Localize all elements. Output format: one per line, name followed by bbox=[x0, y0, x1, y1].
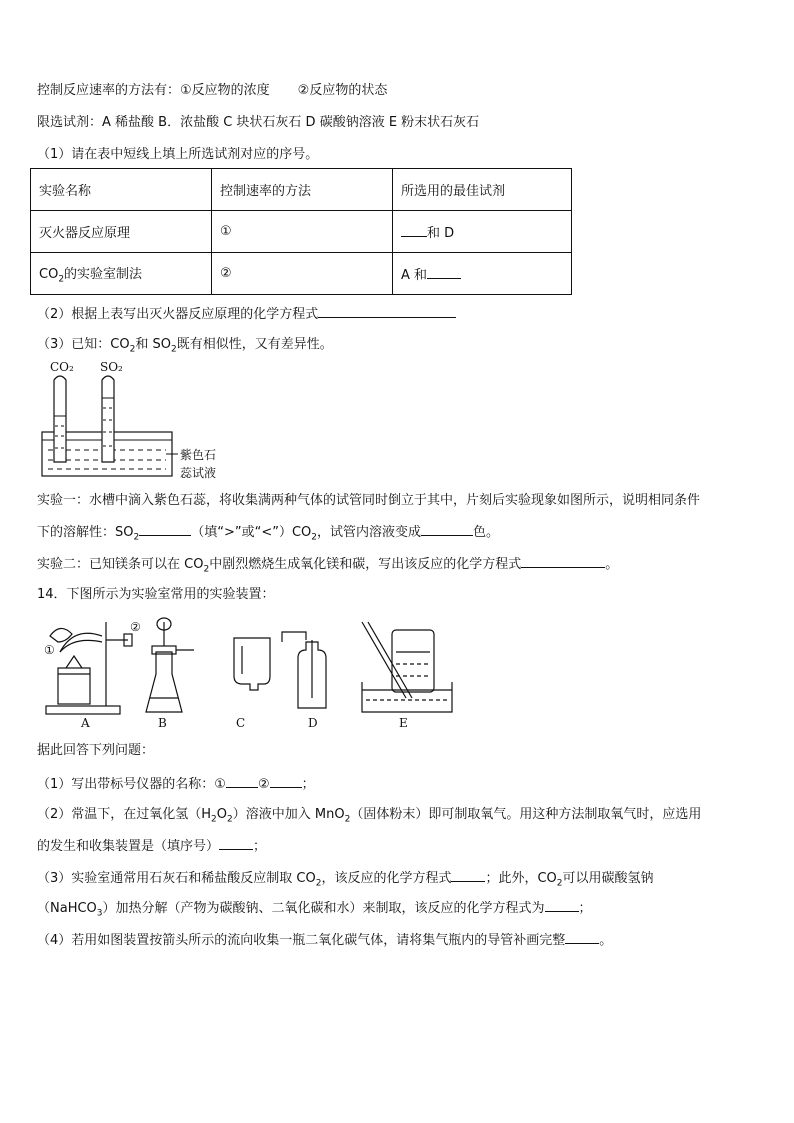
table-cell: ② bbox=[212, 253, 393, 295]
methods-line bbox=[37, 82, 387, 100]
so2-label: SO₂ bbox=[100, 360, 123, 374]
answer-blank[interactable] bbox=[270, 774, 302, 788]
table-row bbox=[31, 211, 572, 253]
q3-line bbox=[37, 336, 333, 359]
p3-text-line2-c: ； bbox=[578, 901, 592, 916]
header-cell: 控制速率的方法 bbox=[212, 169, 393, 211]
subscript: 2 bbox=[129, 344, 136, 355]
p4-text-b: 。 bbox=[599, 933, 613, 948]
table-row bbox=[31, 253, 572, 295]
reagent-prefix: A 和 bbox=[401, 268, 428, 283]
subscript: 2 bbox=[315, 878, 322, 889]
table-header-row bbox=[31, 169, 572, 211]
p2-text-c: ）溶液中加入 MnO bbox=[232, 807, 345, 822]
label-c: C bbox=[236, 716, 246, 730]
exp1-text-a: 下的溶解性：SO bbox=[37, 525, 134, 540]
exp1-line1: 实验一：水槽中滴入紫色石蕊，将收集满两种气体的试管同时倒立于其中，片刻后实验现象如图所示，说明相同条件 bbox=[37, 493, 701, 508]
table-cell: 灭火器反应原理 bbox=[31, 211, 212, 253]
subscript: 2 bbox=[203, 564, 210, 575]
marker-2: ② bbox=[130, 620, 141, 634]
apparatus-c bbox=[234, 638, 270, 690]
p2-line2 bbox=[37, 836, 266, 856]
p1-text-c: ； bbox=[301, 777, 315, 792]
marker-1: ① bbox=[44, 643, 55, 657]
q3-suffix: 既有相似性，又有差异性。 bbox=[176, 337, 333, 352]
answer-blank[interactable] bbox=[318, 304, 456, 318]
subscript: 2 bbox=[227, 814, 233, 825]
co2-tube bbox=[54, 376, 66, 462]
q2-line bbox=[37, 304, 456, 324]
exp1-text-d: 色。 bbox=[473, 525, 500, 540]
table-cell: ① bbox=[212, 211, 393, 253]
exp1-line2 bbox=[37, 522, 499, 547]
p3-text-b: ，该反应的化学方程式 bbox=[321, 871, 452, 886]
label-a: A bbox=[81, 716, 90, 730]
answer-blank[interactable] bbox=[219, 836, 253, 850]
reagent-suffix: 和 D bbox=[427, 226, 455, 241]
answer-blank[interactable] bbox=[226, 774, 258, 788]
q3-mid: 和 SO bbox=[135, 337, 171, 352]
p1-text-a: （1）写出带标号仪器的名称：① bbox=[37, 777, 226, 792]
p3-text-line2-a: （NaHCO bbox=[37, 901, 97, 916]
answer-blank[interactable] bbox=[451, 868, 485, 882]
answer-blank[interactable] bbox=[401, 223, 427, 237]
exp1-text-c: ，试管内溶液变成 bbox=[317, 525, 422, 540]
header-cell: 实验名称 bbox=[31, 169, 212, 211]
subscript: 2 bbox=[58, 274, 65, 285]
table-cell bbox=[31, 253, 212, 295]
answer-blank[interactable] bbox=[139, 522, 191, 536]
apparatus-d bbox=[282, 632, 326, 708]
method-1: ①反应物的浓度 bbox=[180, 83, 270, 98]
p3-text-line2-b: ）加热分解（产物为碳酸钠、二氧化碳和水）来制取，该反应的化学方程式为 bbox=[102, 901, 545, 916]
apparatus-a bbox=[46, 622, 132, 714]
subscript: 2 bbox=[556, 878, 563, 889]
p2-text-end: ； bbox=[253, 839, 267, 854]
p2-line1 bbox=[37, 806, 701, 829]
table-cell bbox=[393, 211, 572, 253]
litmus-label-2: 蕊试液 bbox=[180, 466, 217, 480]
exp2-line bbox=[37, 554, 618, 579]
answer-blank[interactable] bbox=[427, 265, 461, 279]
litmus-label-1: 紫色石 bbox=[180, 448, 217, 462]
co2-text: CO bbox=[39, 266, 59, 282]
p4-text-a: （4）若用如图装置按箭头所示的流向收集一瓶二氧化碳气体，请将集气瓶内的导管补画完整 bbox=[37, 933, 566, 948]
exp2-text-c: 。 bbox=[605, 557, 619, 572]
p3-text-c: ；此外，CO bbox=[485, 871, 557, 886]
p4-line bbox=[37, 930, 612, 950]
exp2-text-b: 中剧烈燃烧生成氧化镁和碳，写出该反应的化学方程式 bbox=[209, 557, 522, 572]
p3-line1 bbox=[37, 868, 654, 893]
answer-blank[interactable] bbox=[565, 930, 599, 944]
exp1-text-b: （填“>”或“<”）CO bbox=[191, 525, 312, 540]
subscript: 2 bbox=[133, 532, 140, 543]
apparatus-b bbox=[146, 618, 194, 712]
apparatus-e bbox=[362, 622, 452, 712]
table-cell bbox=[393, 253, 572, 295]
q3-prefix: （3）已知：CO bbox=[37, 337, 130, 352]
subscript: 2 bbox=[311, 532, 318, 543]
p1-text-b: ② bbox=[257, 777, 270, 792]
reagents-line: 限选试剂：A 稀盐酸 B．浓盐酸 C 块状石灰石 D 碳酸钠溶液 E 粉末状石灰石 bbox=[37, 115, 480, 130]
answer-intro: 据此回答下列问题： bbox=[37, 743, 155, 758]
answer-blank[interactable] bbox=[421, 522, 473, 536]
subscript: 3 bbox=[96, 908, 103, 919]
label-e: E bbox=[399, 716, 408, 730]
subscript: 2 bbox=[344, 814, 351, 825]
answer-blank[interactable] bbox=[521, 554, 605, 568]
methods-prefix: 控制反应速率的方法有： bbox=[37, 83, 181, 98]
subscript: 2 bbox=[170, 344, 177, 355]
p3-line2 bbox=[37, 898, 592, 923]
p2-text-line2: 的发生和收集装置是（填序号） bbox=[37, 839, 220, 854]
answer-blank[interactable] bbox=[545, 898, 579, 912]
exp2-text-a: 实验二：已知镁条可以在 CO bbox=[37, 557, 204, 572]
header-cell: 所选用的最佳试剂 bbox=[393, 169, 572, 211]
reagent-table bbox=[30, 168, 572, 295]
q1-prompt: （1）请在表中短线上填上所选试剂对应的序号。 bbox=[37, 147, 319, 162]
p3-text-a: （3）实验室通常用石灰石和稀盐酸反应制取 CO bbox=[37, 871, 316, 886]
q2-text: （2）根据上表写出灭火器反应原理的化学方程式 bbox=[37, 307, 319, 322]
p2-text-d: （固体粉末）即可制取氧气。用这种方法制取氧气时，应选用 bbox=[350, 807, 702, 822]
co2-label: CO₂ bbox=[50, 360, 74, 374]
label-b: B bbox=[158, 716, 167, 730]
q14-heading: 14．下图所示为实验室常用的实验装置： bbox=[37, 587, 275, 602]
so2-tube bbox=[102, 376, 114, 462]
lab-method-text: 的实验室制法 bbox=[64, 266, 143, 282]
p1-line bbox=[37, 774, 315, 794]
p3-text-d: 可以用碳酸氢钠 bbox=[562, 871, 654, 886]
p2-text-a: （2）常温下，在过氧化氢（H bbox=[37, 807, 212, 822]
p2-text-b: O bbox=[216, 807, 228, 822]
label-d: D bbox=[308, 716, 318, 730]
method-2: ②反应物的状态 bbox=[297, 83, 388, 98]
subscript: 2 bbox=[211, 814, 217, 825]
